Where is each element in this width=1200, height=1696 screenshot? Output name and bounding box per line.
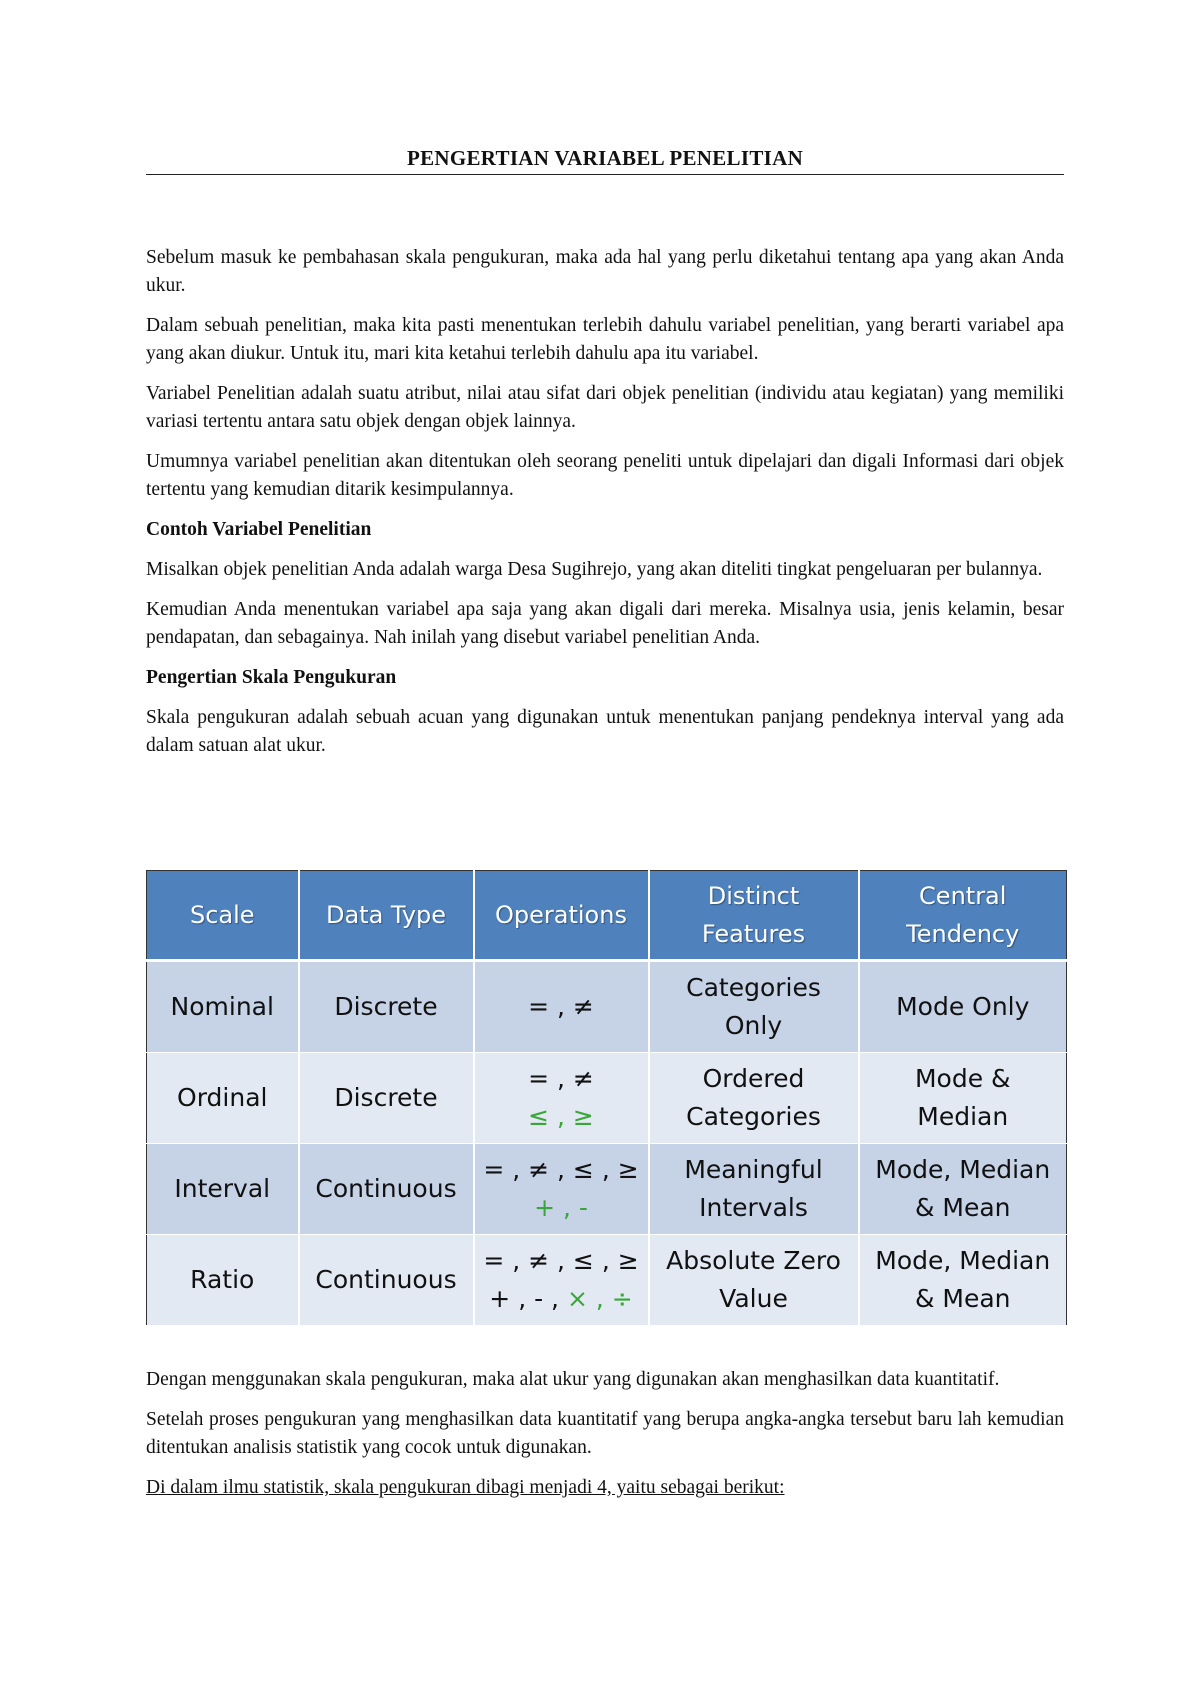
cell-operations [474,1053,649,1144]
features-line: Value [719,1284,788,1313]
header-line: Tendency [906,920,1020,948]
cell-features [649,1053,859,1144]
document-title: PENGERTIAN VARIABEL PENELITIAN [406,146,804,170]
header-scale: Scale [147,871,299,961]
ops-text: = , ≠ [528,1064,594,1093]
ops-line [479,1151,644,1189]
cell-central [859,1235,1067,1326]
ops-text: + , - , [489,1284,567,1313]
ops-text-green: × , ÷ [566,1284,633,1313]
paragraph: Variabel Penelitian adalah suatu atribut, nilai atau sifat dari objek penelitian (individu atau kegiatan) yang memiliki variasi tertentu antara satu objek dengan objek lainnya. [146,383,1064,432]
cell-scale: Nominal [147,961,299,1053]
cell-data-type: Continuous [299,1144,474,1235]
paragraph: Kemudian Anda menentukan variabel apa saja yang akan digali dari mereka. Misalnya usia, jenis kelamin, besar pendapatan, dan sebagainya. Nah inilah yang disebut variabel penelitian Anda. [146,599,1064,648]
paragraph: Dengan menggunakan skala pengukuran, maka alat ukur yang digunakan akan menghasilkan data kuantitatif. [146,1369,1000,1390]
central-line: Mode, Median [875,1246,1051,1275]
central-line: & Mean [914,1193,1011,1222]
header-line: Distinct [707,882,800,910]
features-line: Categories [686,1102,821,1131]
cell-features [649,961,859,1053]
table-row [147,1235,1067,1326]
ops-line [479,1098,644,1136]
cell-central [859,1144,1067,1235]
ops-line [479,988,644,1026]
cell-data-type: Continuous [299,1235,474,1326]
underlined-intro: Di dalam ilmu statistik, skala pengukuran dibagi menjadi 4, yaitu sebagai berikut: [146,1477,785,1498]
table-row [147,1053,1067,1144]
paragraph: Setelah proses pengukuran yang menghasilkan data kuantitatif yang berupa angka-angka tersebut baru lah kemudian ditentukan analisis statistik yang cocok untuk digunakan. [146,1409,1064,1458]
ops-text-green: + , - [534,1193,588,1222]
table-row [147,961,1067,1053]
cell-operations [474,961,649,1053]
ops-text: = , ≠ [528,992,594,1021]
paragraph: Umumnya variabel penelitian akan ditentukan oleh seorang peneliti untuk dipelajari dan digali Informasi dari objek tertentu yang kemudian ditarik kesimpulannya. [146,451,1064,500]
table-header-row [147,871,1067,961]
cell-central [859,961,1067,1053]
document-body-after-table [146,1366,1064,1514]
ops-text: = , ≠ , ≤ , ≥ [483,1246,639,1275]
paragraph: Misalkan objek penelitian Anda adalah warga Desa Sugihrejo, yang akan diteliti tingkat pengeluaran per bulannya. [146,559,1043,580]
cell-features [649,1144,859,1235]
header-line: Features [701,920,806,948]
cell-central [859,1053,1067,1144]
measurement-scale-table [146,870,1067,1326]
paragraph: Sebelum masuk ke pembahasan skala pengukuran, maka ada hal yang perlu diketahui tentang apa yang akan Anda ukur. [146,247,1064,296]
features-line: Only [724,1011,783,1040]
ops-text: = , ≠ , ≤ , ≥ [483,1155,639,1184]
central-line: Mode Only [896,992,1030,1021]
central-line: & Mean [914,1284,1011,1313]
paragraph: Skala pengukuran adalah sebuah acuan yang digunakan untuk menentukan panjang pendeknya interval yang ada dalam satuan alat ukur. [146,707,1064,756]
header-central-tendency [859,871,1067,961]
cell-scale: Ordinal [147,1053,299,1144]
central-line: Median [917,1102,1009,1131]
cell-operations [474,1235,649,1326]
features-line: Meaningful [684,1155,823,1184]
features-line: Categories [686,973,821,1002]
cell-data-type: Discrete [299,961,474,1053]
heading-contoh: Contoh Variabel Penelitian [146,519,372,540]
cell-operations [474,1144,649,1235]
ops-line [479,1242,644,1280]
ops-line [479,1060,644,1098]
header-line: Central [919,882,1007,910]
central-line: Mode, Median [875,1155,1051,1184]
title-rule [146,174,1064,175]
header-operations: Operations [474,871,649,961]
cell-data-type: Discrete [299,1053,474,1144]
paragraph: Dalam sebuah penelitian, maka kita pasti menentukan terlebih dahulu variabel penelitian, yang berarti variabel apa yang akan diukur. Untuk itu, mari kita ketahui terlebih dahulu apa itu variabel. [146,315,1064,364]
document-body [146,244,1064,772]
features-line: Absolute Zero [666,1246,841,1275]
header-distinct-features [649,871,859,961]
ops-line [479,1280,644,1318]
cell-scale: Ratio [147,1235,299,1326]
table-row [147,1144,1067,1235]
features-line: Ordered [702,1064,805,1093]
ops-text-green: ≤ , ≥ [528,1102,594,1131]
header-data-type: Data Type [299,871,474,961]
cell-scale: Interval [147,1144,299,1235]
heading-skala: Pengertian Skala Pengukuran [146,667,397,688]
central-line: Mode & [914,1064,1011,1093]
cell-features [649,1235,859,1326]
features-line: Intervals [699,1193,808,1222]
ops-line [479,1189,644,1227]
